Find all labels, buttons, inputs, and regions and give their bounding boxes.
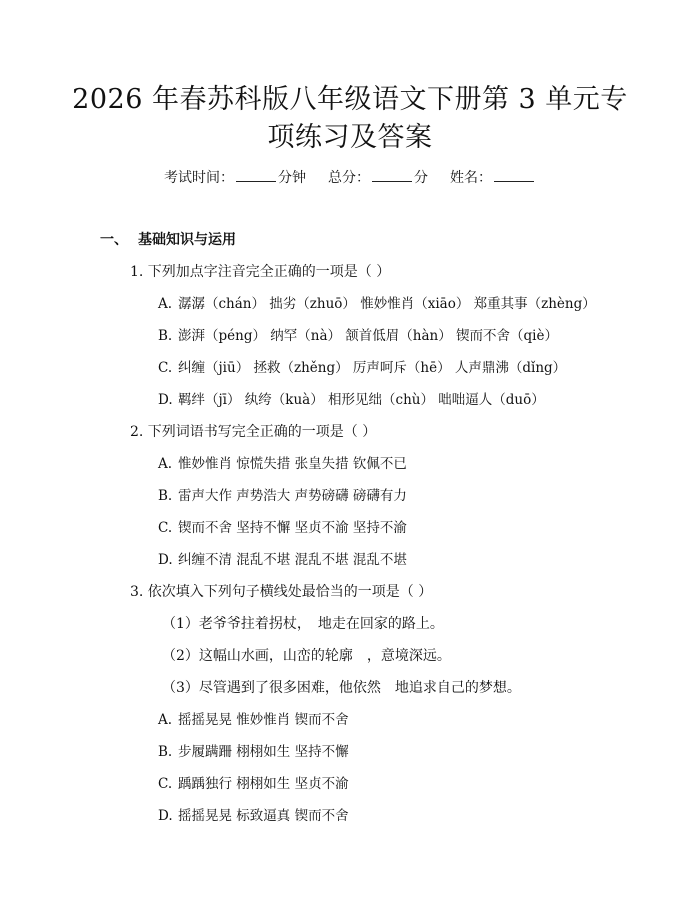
option-text: 摇摇晃晃 惟妙惟肖 锲而不舍: [178, 712, 349, 728]
option-label: A.: [158, 296, 173, 312]
question-option: [158, 454, 407, 474]
question-option: [158, 550, 407, 570]
score-label: 总分：: [328, 170, 370, 186]
section-title: 基础知识与运用: [138, 232, 236, 248]
question-option: [158, 390, 545, 410]
option-label: D.: [158, 808, 173, 824]
option-label: D.: [158, 552, 173, 568]
score-unit: 分: [414, 170, 428, 186]
option-text: 摇摇晃晃 标致逼真 锲而不舍: [178, 808, 349, 824]
question-option: [158, 774, 349, 794]
option-label: D.: [158, 392, 173, 408]
option-label: B.: [158, 744, 173, 760]
question-option: [158, 710, 349, 730]
question-option: [158, 518, 407, 538]
option-text: 潺潺（chán） 拙劣（zhuō） 惟妙惟肖（xiāo） 郑重其事（zhèng）: [178, 296, 596, 312]
option-label: A.: [158, 456, 173, 472]
option-label: B.: [158, 328, 173, 344]
option-text: 纠缠不清 混乱不堪 混乱不堪 混乱不堪: [178, 552, 407, 568]
option-text: 锲而不舍 坚持不懈 坚贞不渝 坚持不渝: [178, 520, 407, 536]
question-sentence: （3）尽管遇到了很多困难，他依然 地追求自己的梦想。: [162, 680, 521, 696]
question-sentence: （1）老爷爷拄着拐杖， 地走在回家的路上。: [162, 616, 444, 632]
time-label: 考试时间：: [164, 170, 234, 186]
option-text: 惟妙惟肖 惊慌失措 张皇失措 钦佩不已: [178, 456, 407, 472]
question-stem: 3. 依次填入下列句子横线处最恰当的一项是（ ）: [130, 584, 433, 600]
option-text: 纠缠（jiū） 拯救（zhěng） 厉声呵斥（hē） 人声鼎沸（dǐng）: [178, 360, 567, 376]
question-option: [158, 326, 558, 346]
option-text: 雷声大作 声势浩大 声势磅礴 磅礴有力: [178, 488, 407, 504]
option-text: 踽踽独行 栩栩如生 坚贞不渝: [178, 776, 349, 792]
section-heading: [100, 230, 236, 250]
question-sentence: （2）这幅山水画，山峦的轮廓 ，意境深远。: [162, 648, 451, 664]
name-blank: [494, 169, 534, 182]
time-blank: [236, 169, 276, 182]
exam-meta: [0, 168, 700, 188]
option-label: C.: [158, 360, 173, 376]
question-stem: 1. 下列加点字注音完全正确的一项是（ ）: [130, 264, 391, 280]
option-text: 澎湃（péng） 纳罕（nà） 颔首低眉（hàn） 锲而不舍（qiè）: [178, 328, 558, 344]
name-label: 姓名：: [450, 170, 492, 186]
option-label: C.: [158, 776, 173, 792]
option-label: C.: [158, 520, 173, 536]
section-number: 一、: [100, 232, 128, 248]
question-option: [158, 806, 349, 826]
option-label: A.: [158, 712, 173, 728]
document-title-line1: 2026 年春苏科版八年级语文下册第 3 单元专: [72, 84, 628, 115]
question-stem: 2. 下列词语书写完全正确的一项是（ ）: [130, 424, 377, 440]
document-title-line2: 项练习及答案: [267, 122, 433, 153]
question-option: [158, 742, 349, 762]
question-option: [158, 486, 407, 506]
question-option: [158, 358, 566, 378]
option-text: 步履蹒跚 栩栩如生 坚持不懈: [178, 744, 349, 760]
option-text: 羁绊（jī） 纨绔（kuà） 相形见绌（chù） 咄咄逼人（duō）: [178, 392, 545, 408]
time-unit: 分钟: [278, 170, 306, 186]
question-option: [158, 294, 596, 314]
score-blank: [372, 169, 412, 182]
option-label: B.: [158, 488, 173, 504]
